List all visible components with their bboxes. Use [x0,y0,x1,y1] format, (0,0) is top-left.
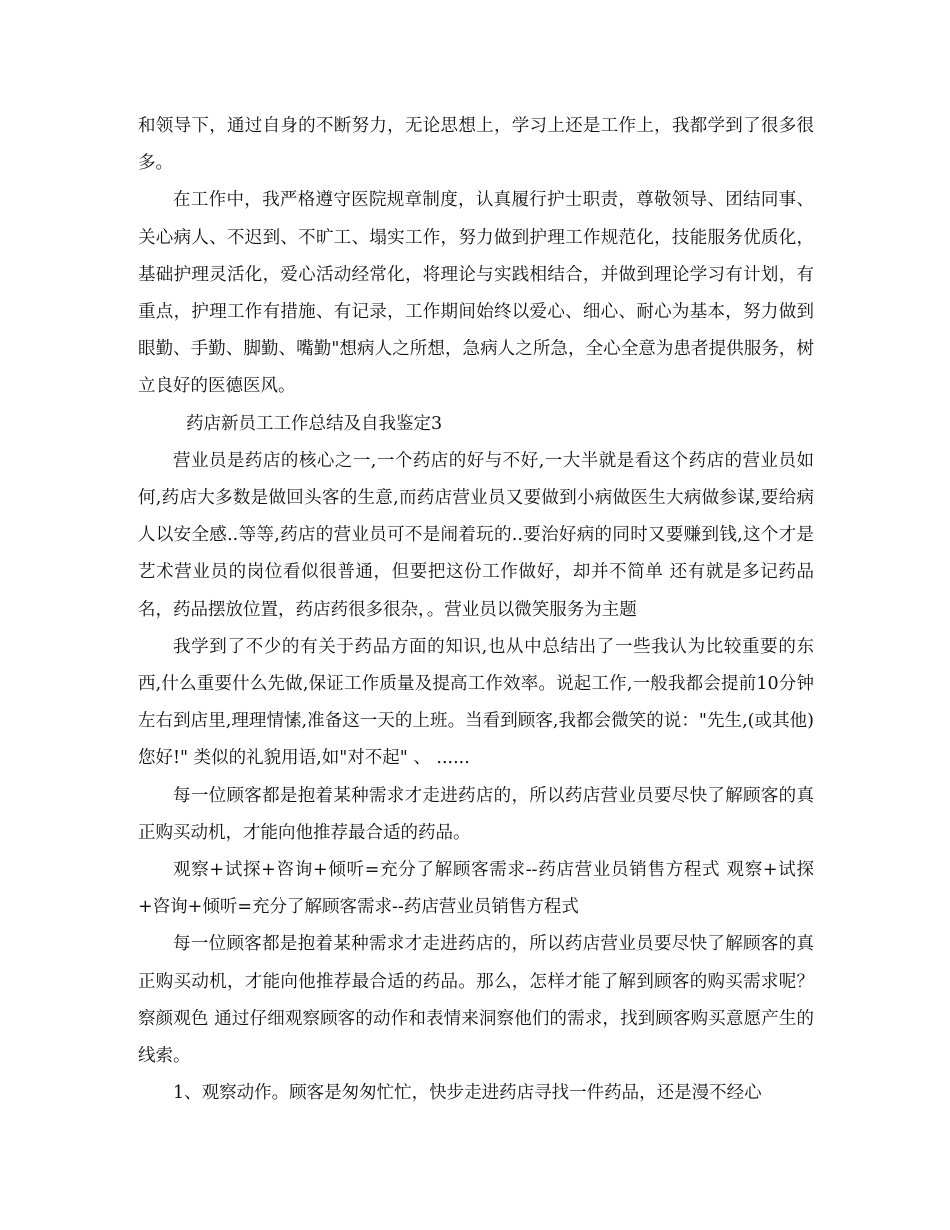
paragraph-sales-formula: 观察+试探+咨询+倾听=充分了解顾客需求--药店营业员销售方程式 观察+试探+咨询+倾听=充分了解顾客需求--药店营业员销售方程式 [138,860,814,918]
paragraph-work-conduct: 在工作中，我严格遵守医院规章制度，认真履行护士职责，尊敬领导、团结同事、关心病人、不迟到、不旷工、塌实工作，努力做到护理工作规范化，技能服务优质化，基础护理灵活化，爱心活动经常化，将理论与实践相结合，并做到理论学习有计划，有重点，护理工作有措施、有记录，工作期间始终以爱心、细心、耐心为基本，努力做到眼勤、手勤、脚勤、嘴勤"想病人之所想，急病人之所急，全心全意为患者提供服务，树立良好的医德医风。 [138,190,814,397]
paragraph-continuation: 和领导下，通过自身的不断努力，无论思想上，学习上还是工作上，我都学到了很多很多。 [138,116,814,174]
paragraph-observe-actions: 1、观察动作。顾客是匆匆忙忙，快步走进药店寻找一件药品，还是漫不经心 [173,1083,762,1104]
paragraph-knowledge-learned: 我学到了不少的有关于药品方面的知识,也从中总结出了一些我认为比较重要的东西,什么重要什么先做,保证工作质量及提高工作效率。说起工作,一般我都会提前10分钟左右到店里,理理情愫,准备这一天的上班。当看到顾客,我都会微笑的说："先生,(或其他)您好!" 类似的礼貌用语,如"对不起" 、 ...... [138,636,814,769]
section-heading: 药店新员工工作总结及自我鉴定3 [186,413,443,434]
paragraph-salesperson-role: 营业员是药店的核心之一,一个药店的好与不好,一大半就是看这个药店的营业员如何,药店大多数是做回头客的生意,而药店营业员又要做到小病做医生大病做参谋,要给病人以安全感..等等,药店的营业员可不是闹着玩的..要治好病的同时又要赚到钱,这个才是艺术营业员的岗位看似很普通，但要把这份工作做好，却并不简单 还有就是多记药品名，药品摆放位置，药店药很多很杂，。营业员以微笑服务为主题 [138,450,814,620]
paragraph-customer-needs: 每一位顾客都是抱着某种需求才走进药店的，所以药店营业员要尽快了解顾客的真正购买动机，才能向他推荐最合适的药品。 [138,785,814,843]
paragraph-observe-customer: 每一位顾客都是抱着某种需求才走进药店的，所以药店营业员要尽快了解顾客的真正购买动机，才能向他推荐最合适的药品。那么，怎样才能了解到顾客的购买需求呢？察颜观色 通过仔细观察顾客的动作和表情来洞察他们的需求，找到顾客购买意愿产生的线索。 [138,934,814,1067]
document-page [138,108,814,1112]
